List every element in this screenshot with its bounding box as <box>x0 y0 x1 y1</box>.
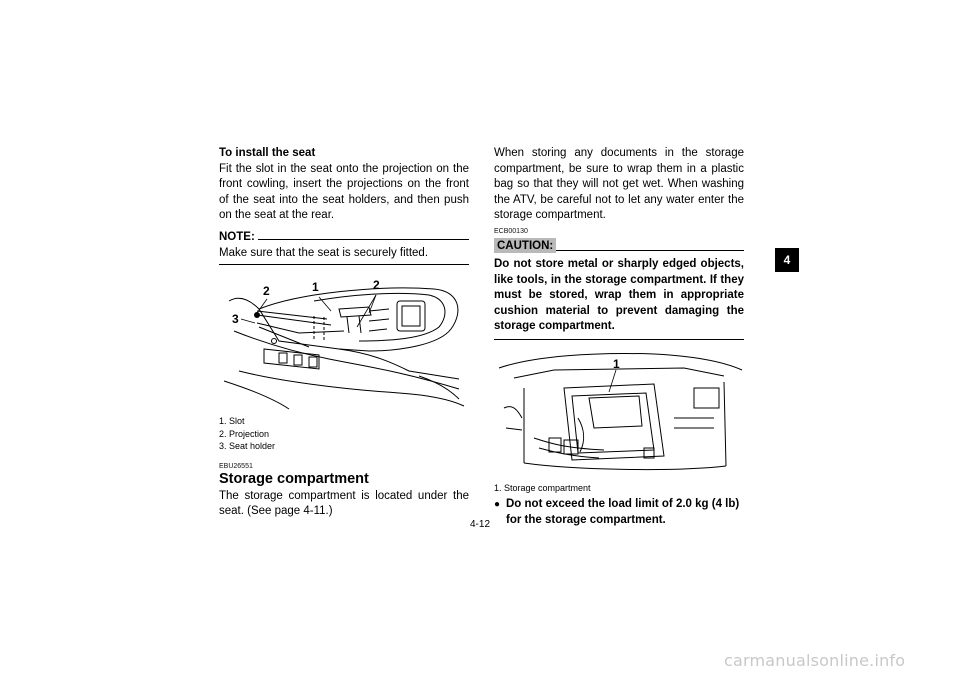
page-number: 4-12 <box>470 519 491 530</box>
note-label: NOTE: <box>219 230 255 243</box>
install-seat-text: Fit the slot in the seat onto the projection on the front cowling, insert the projections on the front of the seat into the seat holders, and then push on the seat at the rear. <box>219 162 469 222</box>
section-code: EBU26551 <box>219 462 253 470</box>
section-title: Storage compartment <box>219 470 369 487</box>
load-limit-text: Do not exceed the load limit of 2.0 kg (4 lb) for the storage compartment. <box>506 498 740 527</box>
watermark: carmanualsonline.info <box>724 651 906 670</box>
bullet-dot-icon: ● <box>494 499 501 511</box>
caution-end-rule <box>494 339 744 340</box>
install-seat-heading: To install the seat <box>219 147 316 159</box>
callout-1: 1 <box>312 280 319 295</box>
seat-install-illustration <box>219 271 469 411</box>
callout-2-right: 2 <box>373 278 380 293</box>
caption-seat-holder: 3. Seat holder <box>219 441 276 452</box>
section-text: The storage compartment is located under the seat. (See page 4-11.) <box>219 489 469 518</box>
note-header <box>219 230 469 246</box>
callout-storage-1: 1 <box>613 356 620 371</box>
caution-code: ECB00130 <box>494 227 528 235</box>
storage-compartment-illustration <box>494 348 744 478</box>
caution-rule <box>556 250 744 251</box>
note-rule <box>258 239 469 240</box>
figure-captions <box>219 415 469 453</box>
storage-caption: 1. Storage compartment <box>494 482 591 493</box>
left-column <box>219 146 469 520</box>
caution-header <box>494 238 744 253</box>
storage-intro-text: When storing any documents in the storage compartment, be sure to wrap them in a plastic bag so that they will not get wet. When washing the ATV, be careful not to let any water enter the storage compartment. <box>494 147 744 222</box>
caption-slot: 1. Slot <box>219 416 245 427</box>
note-text: Make sure that the seat is securely fitted. <box>219 246 429 259</box>
caution-label: CAUTION: <box>494 238 556 253</box>
caution-text: Do not store metal or sharply edged objects, like tools, in the storage compartment. If they must be stored, wrap them in appropriate cushion material to prevent damaging the storage compartment. <box>494 257 744 333</box>
note-end-rule <box>219 264 469 265</box>
callout-2-left: 2 <box>263 284 270 299</box>
caption-projection: 2. Projection <box>219 428 270 439</box>
callout-3: 3 <box>232 312 239 327</box>
right-column <box>494 146 744 529</box>
load-limit-bullet <box>494 497 744 528</box>
chapter-tab: 4 <box>775 248 799 272</box>
